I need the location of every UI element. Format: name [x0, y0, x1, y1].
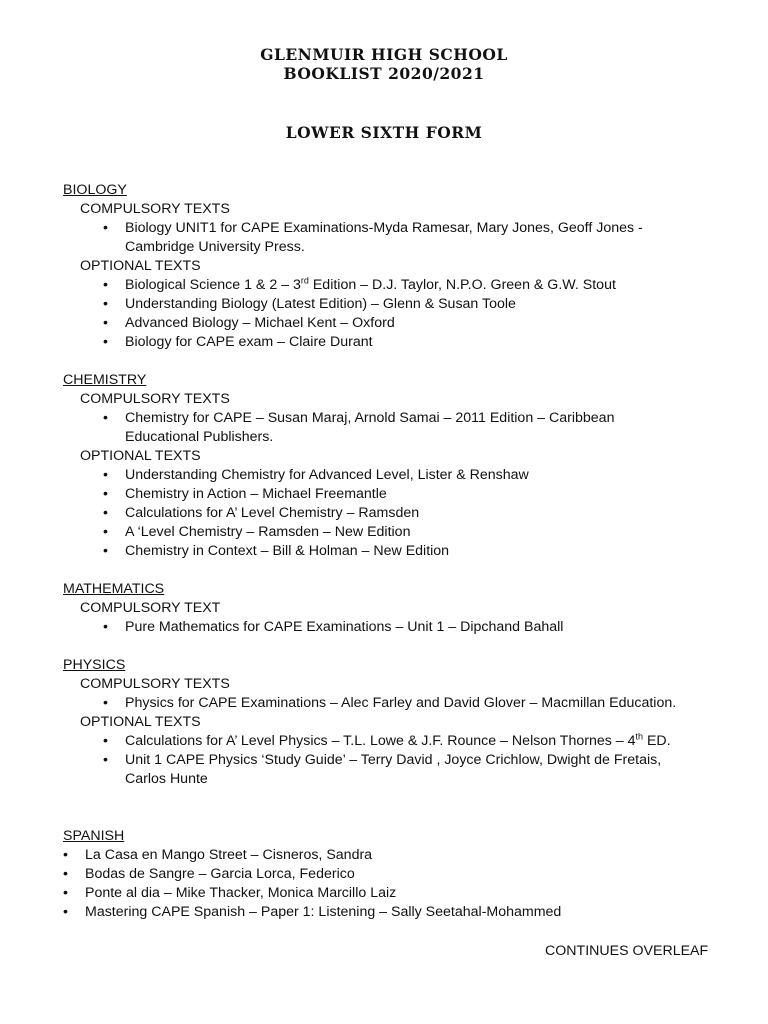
compulsory-label: COMPULSORY TEXTS: [80, 391, 230, 407]
spanish-list: [63, 846, 743, 922]
compulsory-label: COMPULSORY TEXTS: [80, 201, 230, 217]
list-item: • La Casa en Mango Street – Cisneros, Sandra: [63, 846, 743, 865]
booklist-year: BOOKLIST 2020/2021: [283, 64, 485, 83]
section-title: PHYSICS: [63, 657, 126, 673]
optional-list: [63, 466, 743, 561]
form-title: LOWER SIXTH FORM: [285, 123, 483, 142]
section-title: MATHEMATICS: [63, 581, 165, 597]
compulsory-label: COMPULSORY TEXT: [80, 600, 221, 616]
physics-section: [63, 656, 743, 789]
list-item: • A ‘Level Chemistry – Ramsden – New Edition: [63, 523, 743, 542]
mathematics-section: [63, 580, 743, 637]
list-item: • Calculations for A’ Level Chemistry – Ramsden: [63, 504, 743, 523]
list-item: • Physics for CAPE Examinations – Alec Farley and David Glover – Macmillan Education.: [63, 694, 685, 713]
optional-label: OPTIONAL TEXTS: [80, 258, 201, 274]
compulsory-list: [63, 694, 743, 713]
list-item: • Ponte al dia – Mike Thacker, Monica Marcillo Laiz: [63, 884, 743, 903]
section-title: CHEMISTRY: [63, 372, 147, 388]
optional-list: [63, 276, 743, 352]
school-name: GLENMUIR HIGH SCHOOL: [260, 45, 508, 64]
list-item: • Chemistry for CAPE – Susan Maraj, Arnold Samai – 2011 Edition – Caribbean Educational Publishers.: [63, 409, 685, 447]
section-title: BIOLOGY: [63, 182, 127, 198]
list-item: • Chemistry in Context – Bill & Holman – New Edition: [63, 542, 743, 561]
list-item: • Pure Mathematics for CAPE Examinations – Unit 1 – Dipchand Bahall: [63, 618, 743, 637]
compulsory-list: [63, 409, 743, 447]
optional-label: OPTIONAL TEXTS: [80, 714, 201, 730]
list-item: • Unit 1 CAPE Physics ‘Study Guide’ – Terry David , Joyce Crichlow, Dwight de Fretais, Carlos Hunte: [63, 751, 685, 789]
optional-label: OPTIONAL TEXTS: [80, 448, 201, 464]
section-title: SPANISH: [63, 828, 125, 844]
compulsory-list: [63, 618, 743, 637]
list-item: • Understanding Chemistry for Advanced Level, Lister & Renshaw: [63, 466, 743, 485]
continues-overleaf-note: CONTINUES OVERLEAF: [545, 943, 709, 959]
spanish-section: [63, 827, 743, 922]
biology-section: [63, 181, 743, 352]
list-item: • Chemistry in Action – Michael Freemantle: [63, 485, 743, 504]
compulsory-list: [63, 219, 743, 257]
list-item: • Calculations for A’ Level Physics – T.L. Lowe & J.F. Rounce – Nelson Thornes – 4th ED.: [63, 732, 743, 751]
list-item: • Biology UNIT1 for CAPE Examinations-Myda Ramesar, Mary Jones, Geoff Jones - Cambridge University Press.: [63, 219, 685, 257]
list-item: • Biological Science 1 & 2 – 3rd Edition – D.J. Taylor, N.P.O. Green & G.W. Stout: [63, 276, 743, 295]
list-item: • Understanding Biology (Latest Edition) – Glenn & Susan Toole: [63, 295, 743, 314]
list-item: • Biology for CAPE exam – Claire Durant: [63, 333, 743, 352]
list-item: • Advanced Biology – Michael Kent – Oxford: [63, 314, 743, 333]
optional-list: [63, 732, 743, 789]
list-item: • Bodas de Sangre – Garcia Lorca, Federico: [63, 865, 743, 884]
header: [0, 45, 768, 83]
list-item: • Mastering CAPE Spanish – Paper 1: Listening – Sally Seetahal-Mohammed: [63, 903, 743, 922]
chemistry-section: [63, 371, 743, 561]
compulsory-label: COMPULSORY TEXTS: [80, 676, 230, 692]
